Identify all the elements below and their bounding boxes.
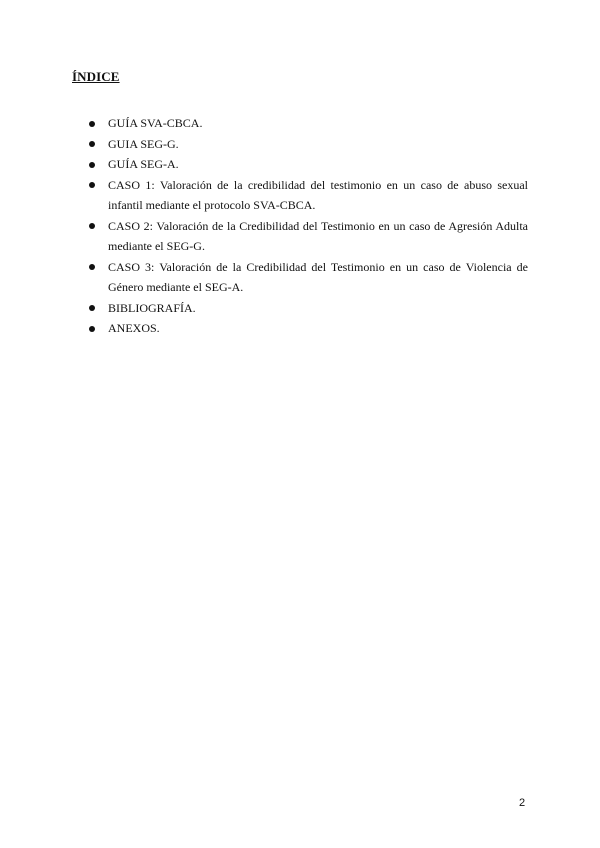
- toc-item-guia-seg-g: [86, 134, 528, 155]
- table-of-contents: [86, 113, 528, 339]
- toc-item-text: ANEXOS.: [108, 321, 160, 335]
- toc-item-caso-1: [86, 175, 528, 216]
- bullet-icon: [89, 162, 95, 168]
- bullet-icon: [89, 264, 95, 270]
- toc-item-guia-sva-cbca: [86, 113, 528, 134]
- toc-item-text: CASO 1: Valoración de la credibilidad del testimonio en un caso de abuso sexual infantil mediante el protocolo SVA-CBCA.: [108, 177, 528, 212]
- bullet-icon: [89, 305, 95, 311]
- toc-item-text: GUÍA SVA-CBCA.: [108, 116, 203, 130]
- index-heading: ÍNDICE: [72, 69, 120, 84]
- bullet-icon: [89, 121, 95, 127]
- toc-item-text: CASO 3: Valoración de la Credibilidad del Testimonio en un caso de Violencia de Género mediante el SEG-A.: [108, 259, 528, 294]
- toc-item-caso-3: [86, 257, 528, 298]
- toc-item-bibliografia: [86, 298, 528, 319]
- bullet-icon: [89, 141, 95, 147]
- bullet-icon: [89, 182, 95, 188]
- bullet-icon: [89, 326, 95, 332]
- bullet-icon: [89, 223, 95, 229]
- toc-item-anexos: [86, 318, 528, 339]
- toc-item-text: GUIA SEG-G.: [108, 136, 179, 151]
- page-number: 2: [519, 797, 526, 809]
- toc-item-text: CASO 2: Valoración de la Credibilidad del Testimonio en un caso de Agresión Adulta mediante el SEG-G.: [108, 218, 528, 253]
- toc-item-text: BIBLIOGRAFÍA.: [108, 300, 196, 315]
- toc-item-text: GUÍA SEG-A.: [108, 157, 179, 171]
- toc-item-caso-2: [86, 216, 528, 257]
- toc-item-guia-seg-a: [86, 154, 528, 175]
